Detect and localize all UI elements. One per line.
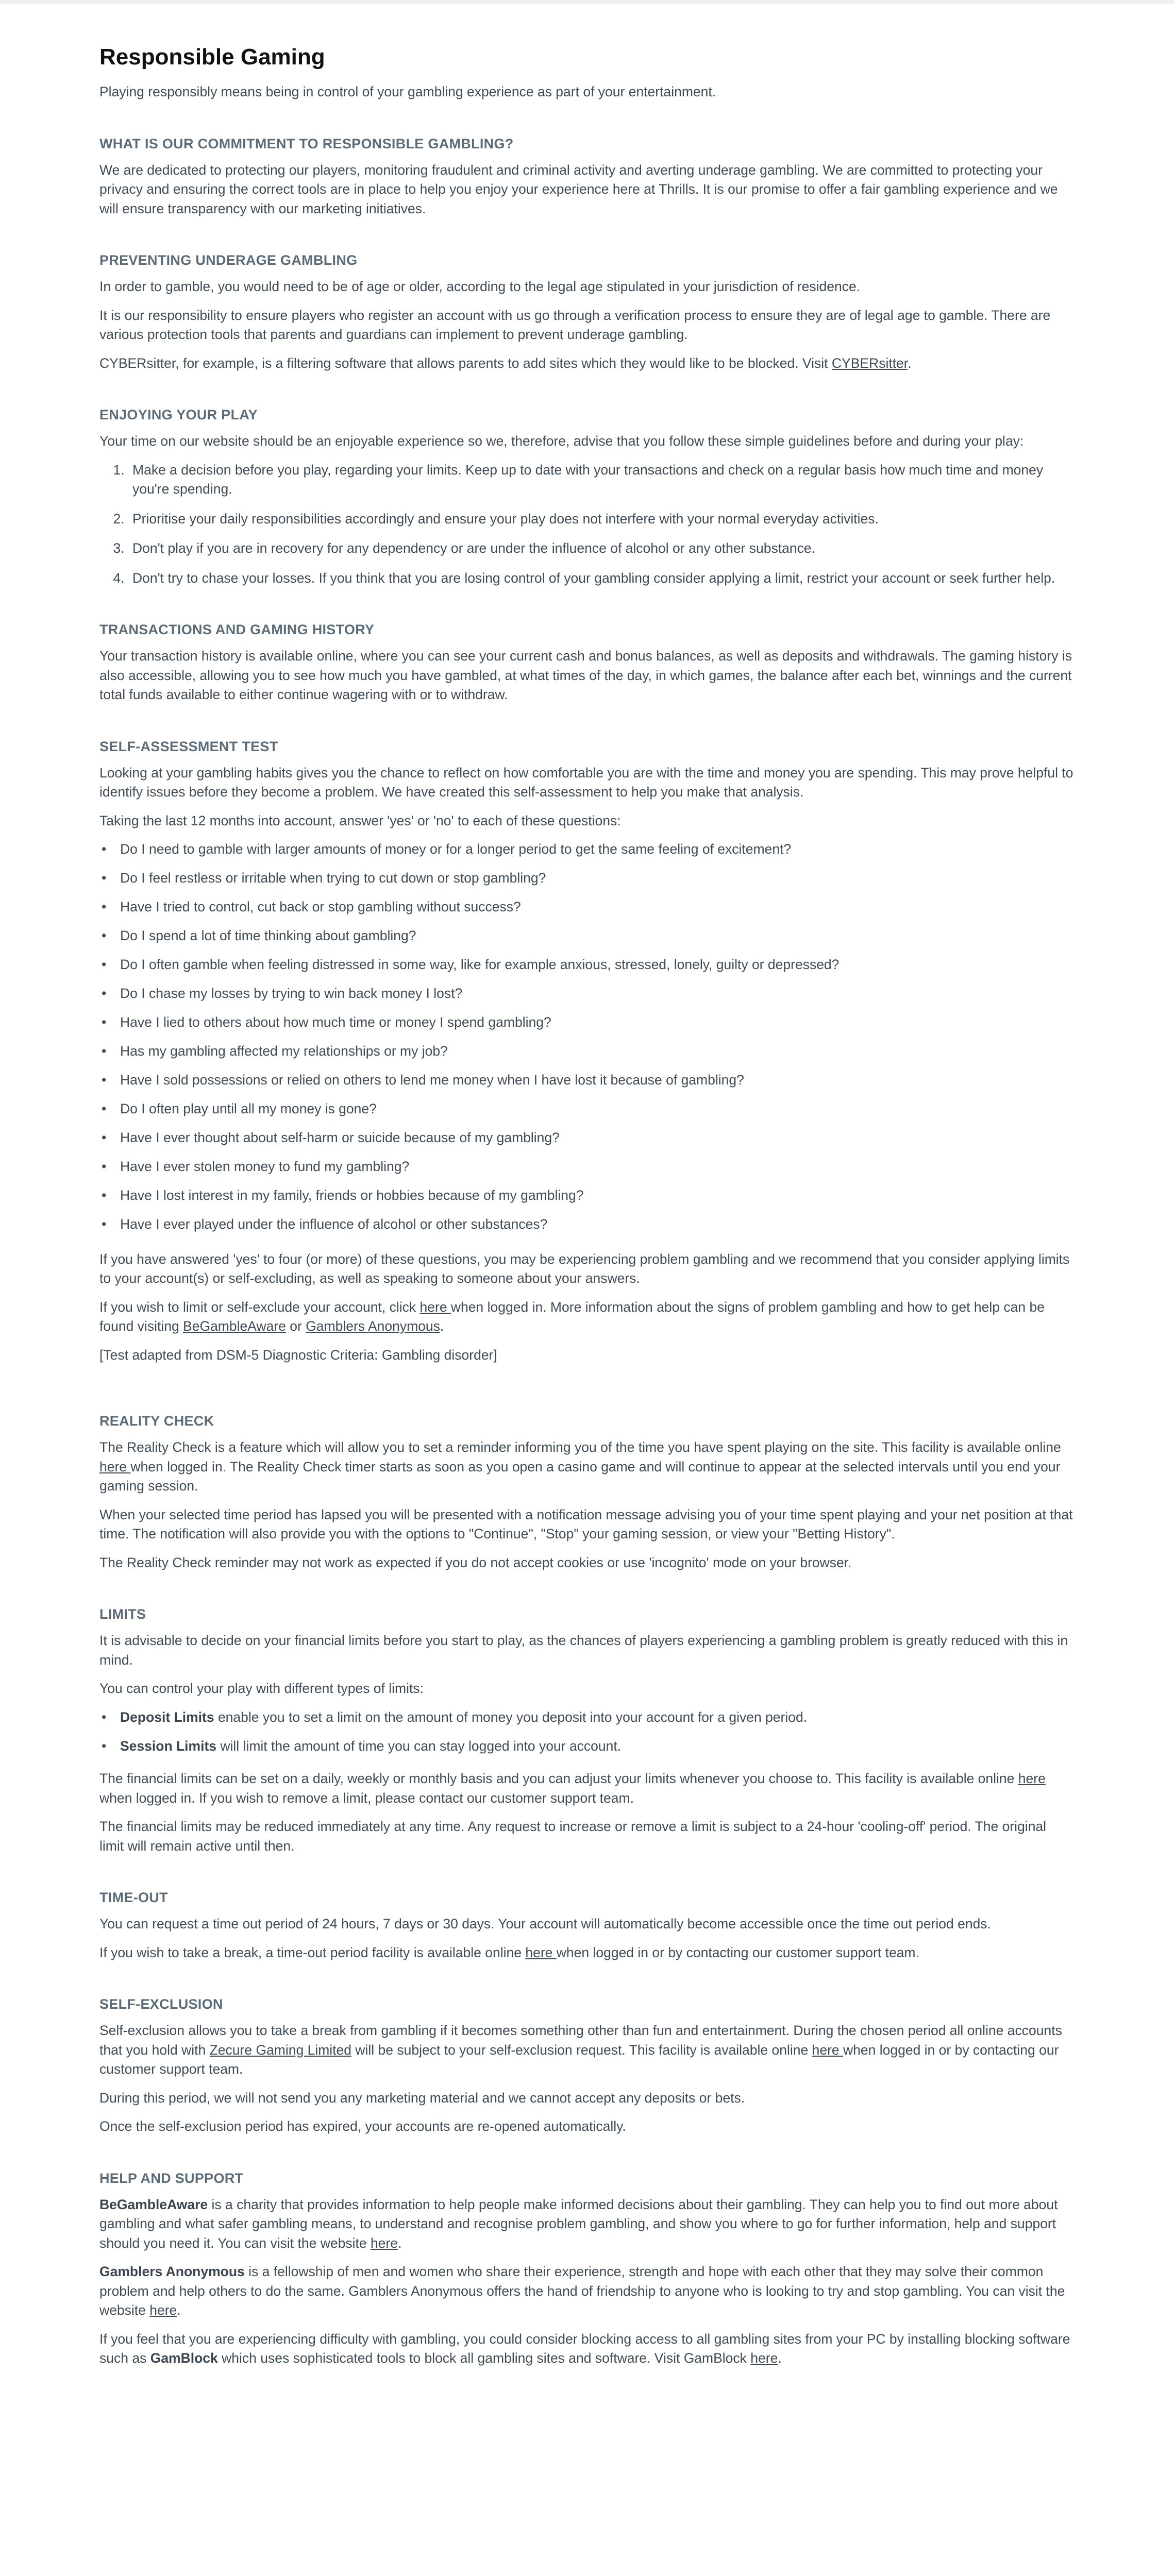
section-heading: SELF-ASSESSMENT TEST (99, 738, 278, 754)
list-item: • Have I lost interest in my family, friends or hobbies because of my gambling? (99, 1186, 1073, 1206)
text: when logged in. More information about the signs of problem gambling and how to get help can be found visiting (99, 1299, 1045, 1334)
section-help (99, 2168, 1073, 2368)
zecure-gaming-link[interactable]: Zecure Gaming Limited (209, 2042, 352, 2058)
section-enjoying (99, 405, 1073, 588)
list-item: • Do I chase my losses by trying to win back money I lost? (99, 984, 1073, 1004)
gamblers-anonymous-here-link[interactable]: here (149, 2302, 177, 2318)
paragraph (99, 2021, 1073, 2079)
text: will be subject to your self-exclusion request. This facility is available online (351, 2042, 812, 2058)
paragraph (99, 1769, 1073, 1808)
section-heading: REALITY CHECK (99, 1413, 214, 1429)
paragraph: The Reality Check reminder may not work as expected if you do not accept cookies or use 'incognito' mode on your browser. (99, 1554, 852, 1570)
list-item: • Have I sold possessions or relied on others to lend me money when I have lost it because of gambling? (99, 1071, 1073, 1090)
paragraph (99, 1438, 1073, 1496)
text: when logged in. If you wish to remove a limit, please contact our customer support team. (99, 1790, 634, 1806)
session-limits-label: Session Limits (120, 1738, 217, 1754)
paragraph: We are dedicated to protecting our players, monitoring fraudulent and criminal activity and averting underage gambling. We are committed to protecting your privacy and ensuring the correct tools are in place to help you enjoy your experience here at Thrills. It is our promise to offer a fair gambling experience and we will ensure transparency with our marketing initiatives. (99, 162, 1058, 216)
list-item: • Have I ever thought about self-harm or suicide because of my gambling? (99, 1128, 1073, 1148)
text: If you feel that you are experiencing difficulty with gambling, you could consider blocking access to all gambling sites from your PC by installing blocking software such as (99, 2331, 1070, 2366)
begambleaware-label: BeGambleAware (99, 2196, 208, 2212)
text: enable you to set a limit on the amount of money you deposit into your account for a given period. (214, 1709, 808, 1725)
list-item: • Do I often play until all my money is gone? (99, 1099, 1073, 1119)
text: . (778, 2350, 782, 2366)
self-exclude-here-link[interactable]: here (419, 1299, 451, 1315)
paragraph: When your selected time period has lapsed you will be presented with a notification message advising you of your time spent playing and your net position at that time. The notification will also provide you with the options to "Continue", "Stop" your gaming session, or view your "Betting History". (99, 1506, 1073, 1541)
section-heading: ENJOYING YOUR PLAY (99, 407, 258, 422)
text: . (177, 2302, 181, 2318)
paragraph: You can request a time out period of 24 hours, 7 days or 30 days. Your account will automatically become accessible once the time out period ends. (99, 1916, 991, 1931)
text: . (397, 2235, 402, 2251)
guidelines-list (128, 461, 1073, 588)
begambleaware-link[interactable]: BeGambleAware (183, 1318, 286, 1334)
text: The financial limits can be set on a daily, weekly or monthly basis and you can adjust your limits whenever you choose to. This facility is available online (99, 1771, 1018, 1786)
main-content (99, 41, 1073, 2368)
paragraph: [Test adapted from DSM-5 Diagnostic Criteria: Gambling disorder] (99, 1347, 497, 1363)
paragraph (99, 1943, 1073, 1963)
section-timeout (99, 1888, 1073, 1962)
paragraph: Taking the last 12 months into account, answer 'yes' or 'no' to each of these questions: (99, 812, 621, 828)
text: . (440, 1318, 444, 1334)
section-limits (99, 1604, 1073, 1856)
section-self-assessment (99, 737, 1073, 1365)
reality-check-here-link[interactable]: here (99, 1459, 131, 1475)
section-heading: WHAT IS OUR COMMITMENT TO RESPONSIBLE GAMBLING? (99, 135, 514, 151)
cybersitter-link[interactable]: CYBERsitter (831, 355, 908, 371)
list-item: • Have I ever played under the influence of alcohol or other substances? (99, 1215, 1073, 1234)
limits-list (99, 1708, 1073, 1756)
section-heading: TRANSACTIONS AND GAMING HISTORY (99, 622, 375, 637)
list-item: • Have I lied to others about how much time or money I spend gambling? (99, 1013, 1073, 1032)
paragraph: Your transaction history is available online, where you can see your current cash and bonus balances, as well as deposits and withdrawals. The gaming history is also accessible, allowing you to see how much you have gambled, at what times of the day, in which games, the balance after each bet, winnings and the current total funds available to either continue wagering with or to withdraw. (99, 648, 1072, 702)
section-underage (99, 250, 1073, 373)
paragraph: During this period, we will not send you any marketing material and we cannot accept any deposits or bets. (99, 2090, 745, 2106)
section-heading: LIMITS (99, 1606, 146, 1622)
list-item: • Has my gambling affected my relationships or my job? (99, 1042, 1073, 1061)
gamblers-anonymous-label: Gamblers Anonymous (99, 2264, 245, 2279)
gamblock-here-link[interactable]: here (750, 2350, 778, 2366)
paragraph (99, 2195, 1073, 2253)
limits-here-link[interactable]: here (1018, 1771, 1046, 1786)
list-item (99, 1708, 1073, 1727)
text: is a fellowship of men and women who share their experience, strength and hope with each other that they may solve their common problem and help others to do the same. Gamblers Anonymous offers the hand of friendship to anyone who is looking to try and stop gambling. You can visit the website (99, 2264, 1065, 2318)
text: when logged in. The Reality Check timer starts as soon as you open a casino game and will continue to appear at the selected intervals until you end your gaming session. (99, 1459, 1061, 1494)
list-item: 2. Prioritise your daily responsibilities accordingly and ensure your play does not interfere with your normal everyday activities. (128, 510, 1073, 529)
top-bar (0, 0, 1175, 4)
self-exclusion-here-link[interactable]: here (812, 2042, 844, 2058)
text: The Reality Check is a feature which will allow you to set a reminder informing you of the time you have spent playing on the site. This facility is available online (99, 1439, 1061, 1455)
section-heading: SELF-EXCLUSION (99, 1996, 223, 2012)
list-item: 1. Make a decision before you play, regarding your limits. Keep up to date with your transactions and check on a regular basis how much time and money you're spending. (128, 461, 1073, 499)
text: If you wish to limit or self-exclude your account, click (99, 1299, 420, 1315)
text: . (908, 355, 912, 371)
text: CYBERsitter, for example, is a filtering software that allows parents to add sites which they would like to be blocked. Visit (99, 355, 832, 371)
text: Self-exclusion allows you to take a break from gambling if it becomes something other than fun and entertainment. During the chosen period all online accounts that you hold with (99, 2023, 1062, 2058)
paragraph: In order to gamble, you would need to be of age or older, according to the legal age stipulated in your jurisdiction of residence. (99, 279, 861, 294)
questions-list (99, 840, 1073, 1234)
text: when logged in or by contacting our customer support team. (99, 2042, 1059, 2077)
text: or (286, 1318, 306, 1334)
section-heading: TIME-OUT (99, 1890, 168, 1905)
text: which uses sophisticated tools to block all gambling sites and software. Visit GamBlock (217, 2350, 751, 2366)
list-item: • Do I often gamble when feeling distressed in some way, like for example anxious, stressed, lonely, guilty or depressed? (99, 955, 1073, 975)
section-transactions (99, 620, 1073, 705)
paragraph: It is advisable to decide on your financial limits before you start to play, as the chances of players experiencing a gambling problem is greatly reduced with this in mind. (99, 1633, 1068, 1668)
list-item: • Do I feel restless or irritable when trying to cut down or stop gambling? (99, 869, 1073, 888)
list-item: • Have I tried to control, cut back or stop gambling without success? (99, 897, 1073, 917)
paragraph: It is our responsibility to ensure players who register an account with us go through a verification process to ensure they are of legal age to gamble. There are various protection tools that parents and guardians can implement to prevent underage gambling. (99, 307, 1051, 342)
paragraph (99, 2262, 1073, 2320)
text: when logged in or by contacting our customer support team. (556, 1944, 919, 1960)
paragraph: You can control your play with different types of limits: (99, 1681, 424, 1696)
paragraph (99, 2330, 1073, 2368)
gamblers-anonymous-link[interactable]: Gamblers Anonymous (306, 1318, 440, 1334)
section-self-exclusion (99, 1994, 1073, 2137)
gamblock-label: GamBlock (150, 2350, 218, 2366)
text: If you wish to take a break, a time-out period facility is available online (99, 1944, 526, 1960)
begambleaware-here-link[interactable]: here (370, 2235, 398, 2251)
paragraph (99, 354, 1073, 374)
paragraph (99, 1298, 1073, 1336)
page-title: Responsible Gaming (99, 44, 325, 70)
list-item: • Do I need to gamble with larger amounts of money or for a longer period to get the same feeling of excitement? (99, 840, 1073, 859)
intro-text: Playing responsibly means being in control of your gambling experience as part of your entertainment. (99, 84, 716, 99)
text: is a charity that provides information to help people make informed decisions about their gambling. They can help you to find out more about gambling and what safer gambling means, to understand and recognise problem gambling, and show you where to go for further information, help and support should you need it. You can visit the website (99, 2196, 1058, 2251)
text: will limit the amount of time you can stay logged into your account. (216, 1738, 622, 1754)
paragraph: Your time on our website should be an enjoyable experience so we, therefore, advise that you follow these simple guidelines before and during your play: (99, 433, 1024, 449)
list-item: • Have I ever stolen money to fund my gambling? (99, 1157, 1073, 1177)
paragraph: The financial limits may be reduced immediately at any time. Any request to increase or remove a limit is subject to a 24-hour 'cooling-off' period. The original limit will remain active until then. (99, 1819, 1047, 1854)
list-item: 3. Don't play if you are in recovery for any dependency or are under the influence of alcohol or any other substance. (128, 539, 1073, 558)
section-heading: PREVENTING UNDERAGE GAMBLING (99, 252, 358, 268)
deposit-limits-label: Deposit Limits (120, 1709, 214, 1725)
section-commitment (99, 134, 1073, 219)
paragraph: Looking at your gambling habits gives you the chance to reflect on how comfortable you are with the time and money you are spending. This may prove helpful to identify issues before they become a problem. We have created this self-assessment to help you make that analysis. (99, 765, 1073, 800)
list-item: • Do I spend a lot of time thinking about gambling? (99, 926, 1073, 946)
list-item (99, 1737, 1073, 1756)
list-item: 4. Don't try to chase your losses. If you think that you are losing control of your gambling consider applying a limit, restrict your account or seek further help. (128, 569, 1073, 588)
section-reality-check (99, 1411, 1073, 1572)
section-heading: HELP AND SUPPORT (99, 2170, 244, 2186)
paragraph: Once the self-exclusion period has expired, your accounts are re-opened automatically. (99, 2119, 626, 2134)
timeout-here-link[interactable]: here (525, 1944, 557, 1960)
paragraph: If you have answered 'yes' to four (or more) of these questions, you may be experiencing problem gambling and we recommend that you consider applying limits to your account(s) or self-excluding, as well as speaking to someone about your answers. (99, 1251, 1070, 1286)
